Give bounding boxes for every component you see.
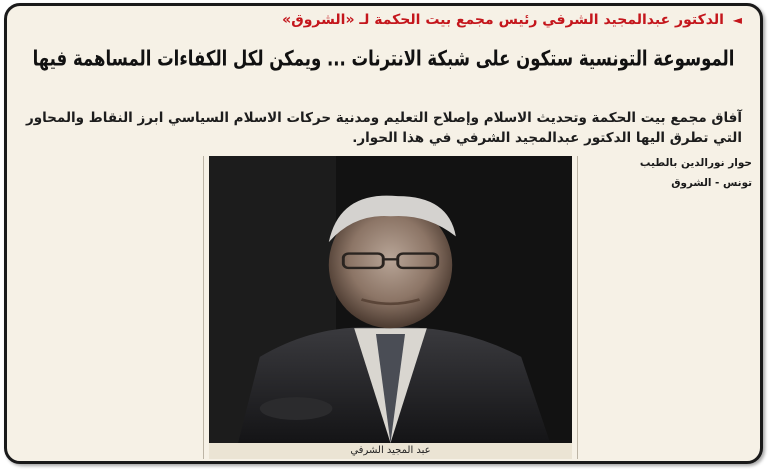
article-columns (15, 156, 752, 459)
column-divider (577, 156, 578, 459)
headline: الموسوعة التونسية ستكون على شبكة الانترنات ... ويمكن لكل الكفاءات المساهمة فيها (32, 46, 735, 71)
kicker (282, 12, 742, 28)
portrait-photo (209, 156, 572, 443)
triangle-bullet-icon: ◄ (732, 13, 742, 27)
dateline: تونس - الشروق (671, 177, 752, 190)
deck: آفاق مجمع بيت الحكمة وتحديث الاسلام وإصلاح التعليم ومدنية حركات الاسلام السياسي ابرز النقاط والمحاور التي تطرق اليها الدكتور عبدالمجيد الشرفي في هذا الحوار. (25, 110, 742, 146)
photo-caption: عبد المجيد الشرفي (209, 443, 572, 459)
kicker-text: الدكتور عبدالمجيد الشرفي رئيس مجمع بيت الحكمة لـ «الشروق» (282, 12, 724, 28)
right-column (584, 156, 752, 459)
left-column (15, 156, 197, 459)
clipping-frame (4, 3, 763, 464)
byline: حوار نورالدين بالطيب (639, 157, 752, 169)
newspaper-page (7, 6, 760, 461)
photo-block (209, 156, 572, 459)
column-divider (203, 156, 204, 459)
portrait-illustration (209, 156, 572, 443)
